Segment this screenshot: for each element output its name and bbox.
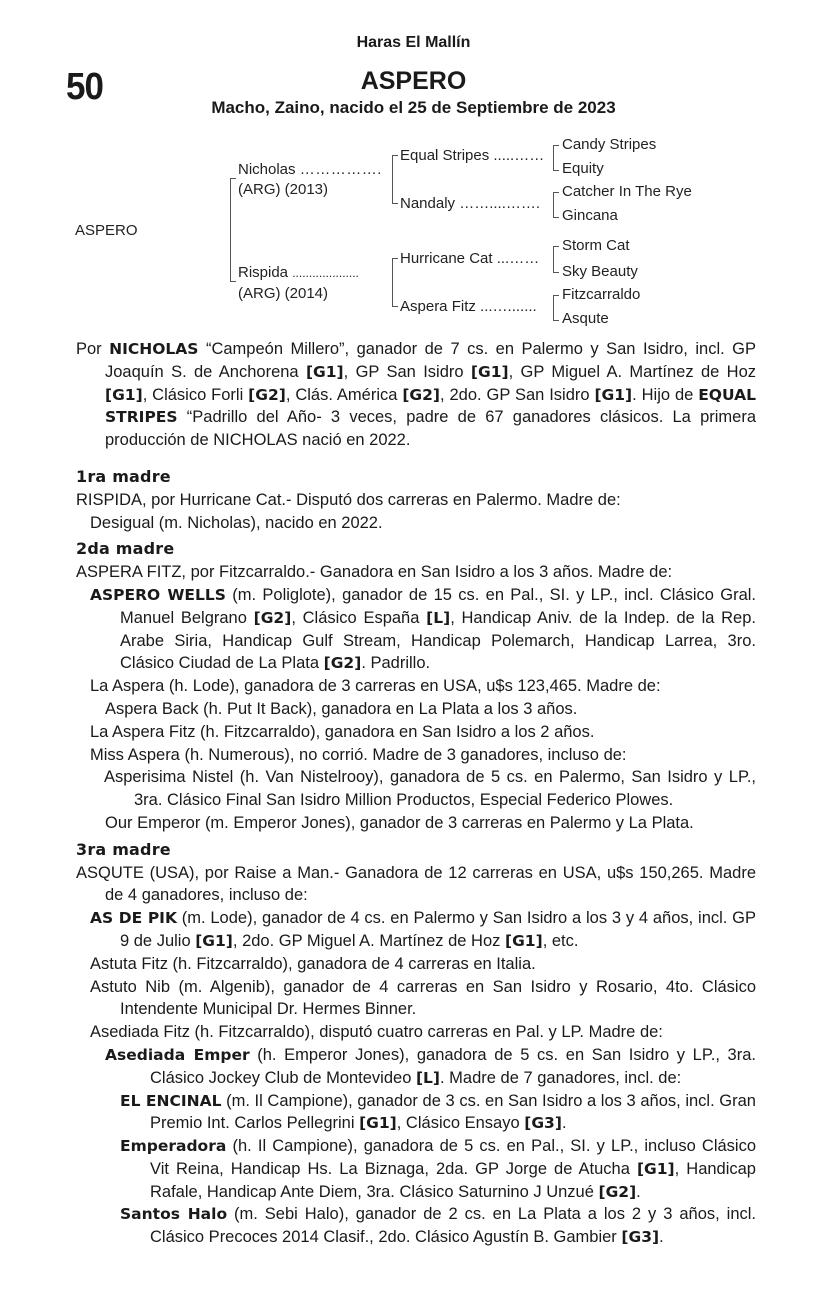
section-heading-second-dam: 2da madre bbox=[76, 539, 175, 559]
text-run: , etc. bbox=[542, 931, 579, 950]
produce-highlight: Asediada Emper bbox=[105, 1045, 250, 1064]
gen3-ancestor: Equity bbox=[562, 160, 604, 177]
text-run: , GP Miguel A. Martínez de Hoz bbox=[508, 362, 756, 381]
text-run: , Handicap Aniv. de la Indep. de la Rep. Arabe Siria, Handicap Gulf Stream, Handicap Polemarch, Handicap Larrea, 3ro. Clásico Ciudad de La Plata bbox=[120, 608, 756, 673]
first-dam-line: RISPIDA, por Hurricane Cat.- Disputó dos carreras en Palermo. Madre de: bbox=[76, 490, 621, 509]
text-run: , Clás. América bbox=[285, 385, 403, 404]
produce-entry bbox=[76, 1135, 756, 1203]
section-heading-first-dam: 1ra madre bbox=[76, 466, 171, 486]
lot-number: 50 bbox=[66, 66, 104, 108]
produce-entry: Asediada Fitz (h. Fitzcarraldo), disputó cuatro carreras en Pal. y LP. Madre de: bbox=[90, 1023, 663, 1042]
catalog-body bbox=[76, 338, 756, 1249]
text-run: . bbox=[561, 1114, 567, 1133]
produce-entry: Astuto Nib (m. Algenib), ganador de 4 carreras en San Isidro y Rosario, 4to. Clásico Intendente Municipal Dr. Hermes Binner. bbox=[90, 977, 756, 1019]
produce-entry bbox=[76, 1090, 756, 1136]
text-run: , GP San Isidro bbox=[343, 362, 471, 381]
text-run: “Padrillo del Año- 3 veces, padre de 67 ganadores clásicos. La primera producción de NICHOLAS nació en 2022. bbox=[105, 408, 756, 450]
grandsire-highlight: EQUAL STRIPES bbox=[105, 385, 756, 427]
bracket-line bbox=[553, 246, 559, 247]
bracket-line bbox=[553, 145, 559, 146]
text-run: , 2do. GP Miguel A. Martínez de Hoz bbox=[232, 931, 505, 950]
pedigree-sire-sire bbox=[400, 147, 544, 164]
grade-badge: [G3] bbox=[621, 1228, 660, 1247]
pedigree-dam bbox=[238, 264, 359, 281]
grade-badge: [L] bbox=[426, 608, 451, 627]
text-run: , Clásico Forli bbox=[142, 385, 249, 404]
grade-badge: [G1] bbox=[359, 1114, 397, 1133]
horse-name: ASPERO bbox=[360, 67, 467, 95]
text-run: (m. Il Campione), ganador de 3 cs. en San Isidro a los 3 años, incl. Gran Premio Int. Carlos Pellegrini bbox=[150, 1091, 756, 1133]
dam-sire-name: Hurricane Cat bbox=[400, 250, 493, 267]
bracket-line bbox=[392, 306, 398, 307]
produce-highlight: AS DE PIK bbox=[90, 909, 177, 928]
dam-origin: (ARG) (2014) bbox=[238, 285, 329, 302]
bracket-line bbox=[553, 272, 559, 273]
grade-badge: [G2] bbox=[598, 1182, 637, 1201]
pedigree-dam-sire bbox=[400, 250, 539, 267]
bracket-line bbox=[230, 178, 236, 179]
bracket-line bbox=[553, 192, 554, 218]
bracket-line bbox=[553, 192, 559, 193]
gen3-ancestor: Sky Beauty bbox=[562, 263, 638, 280]
grade-badge: [G2] bbox=[402, 385, 441, 404]
dam-name: Rispida bbox=[238, 264, 289, 281]
third-dam-line: ASQUTE (USA), por Raise a Man.- Ganadora de 12 carreras en USA, u$s 150,265. Madre de 4 ganadores, incluso de: bbox=[76, 863, 756, 905]
grade-badge: [G1] bbox=[105, 385, 143, 404]
dam-dam-name: Aspera Fitz bbox=[400, 298, 476, 315]
bracket-line bbox=[392, 258, 393, 307]
text-run: , Clásico España bbox=[291, 608, 427, 627]
text-run: . bbox=[659, 1228, 664, 1247]
sire-name: Nicholas bbox=[238, 161, 296, 178]
text-run: Por bbox=[76, 340, 102, 358]
gen3-ancestor: Gincana bbox=[562, 207, 618, 224]
text-run: (m. Poliglote), ganador de 15 cs. en Pal., SI. y LP., incl. Clásico Gral. Manuel Belgrano bbox=[120, 585, 757, 627]
bracket-line bbox=[553, 320, 559, 321]
grade-badge: [L] bbox=[415, 1068, 441, 1087]
dam-sire-dots: ...…… bbox=[496, 250, 540, 267]
grade-badge: [G1] bbox=[305, 362, 344, 381]
gen3-ancestor: Catcher In The Rye bbox=[562, 183, 692, 200]
pedigree-subject: ASPERO bbox=[75, 222, 138, 239]
pedigree-sire-dam bbox=[400, 195, 540, 212]
text-run: , Handicap Rafale, Handicap Ante Diem, 3ra. Clásico Saturnino J Unzué bbox=[150, 1159, 756, 1201]
text-run: . Hijo de bbox=[632, 385, 699, 404]
sire-sire-dots: .....…… bbox=[493, 147, 545, 164]
produce-highlight: Emperadora bbox=[120, 1137, 227, 1156]
bracket-line bbox=[553, 295, 559, 296]
gen3-ancestor: Candy Stripes bbox=[562, 136, 657, 153]
produce-entry: Miss Aspera (h. Numerous), no corrió. Madre de 3 ganadores, incluso de: bbox=[90, 745, 627, 764]
text-run: . Padrillo. bbox=[361, 654, 431, 673]
text-run: “Campeón Millero”, ganador de 7 cs. en Palermo y San Isidro, incl. GP Joaquín S. de Anchorena bbox=[105, 340, 757, 381]
grade-badge: [G2] bbox=[248, 385, 286, 404]
bracket-line bbox=[553, 145, 554, 171]
produce-highlight: EL ENCINAL bbox=[120, 1091, 222, 1110]
bracket-line bbox=[392, 258, 398, 259]
text-run: . bbox=[636, 1182, 641, 1201]
pedigree-dam-dam bbox=[400, 298, 537, 315]
horse-description: Macho, Zaino, nacido el 25 de Septiembre de 2023 bbox=[211, 98, 616, 117]
produce-entry bbox=[76, 584, 756, 675]
sire-dam-name: Nandaly bbox=[400, 195, 456, 212]
dam-dam-dots: ...…....... bbox=[480, 298, 537, 315]
produce-entry bbox=[76, 1203, 756, 1249]
gen3-ancestor: Storm Cat bbox=[562, 237, 630, 254]
produce-entry bbox=[76, 1044, 756, 1090]
produce-entry: Aspera Back (h. Put It Back), ganadora en La Plata a los 3 años. bbox=[105, 699, 578, 718]
bracket-line bbox=[553, 217, 559, 218]
sire-paragraph bbox=[76, 338, 756, 452]
text-run: (h. Emperor Jones), ganadora de 5 cs. en San Isidro y LP., 3ra. Clásico Jockey Club de Montevideo bbox=[150, 1045, 756, 1087]
produce-highlight: ASPERO WELLS bbox=[90, 585, 226, 604]
grade-badge: [G1] bbox=[594, 385, 633, 404]
grade-badge: [G2] bbox=[253, 608, 292, 627]
dam-dots: .................... bbox=[292, 266, 359, 280]
text-run: . Madre de 7 ganadores, incl. de: bbox=[440, 1068, 682, 1087]
produce-entry: Desigual (m. Nicholas), nacido en 2022. bbox=[90, 513, 383, 532]
grade-badge: [G1] bbox=[195, 931, 233, 950]
grade-badge: [G1] bbox=[505, 931, 543, 950]
produce-entry: Asperisima Nistel (h. Van Nistelrooy), ganadora de 5 cs. en Palermo, San Isidro y LP., 3ra. Clásico Final San Isidro Million Productos, Especial Federico Plowes. bbox=[104, 768, 756, 810]
sire-dam-dots: ……....……. bbox=[459, 195, 541, 212]
produce-entry: La Aspera Fitz (h. Fitzcarraldo), ganadora en San Isidro a los 2 años. bbox=[90, 722, 595, 741]
sire-highlight: NICHOLAS bbox=[109, 340, 199, 358]
bracket-line bbox=[392, 203, 398, 204]
produce-entry: La Aspera (h. Lode), ganadora de 3 carreras en USA, u$s 123,465. Madre de: bbox=[90, 677, 661, 696]
text-run: (h. Il Campione), ganadora de 5 cs. en Pal., SI. y LP., incluso Clásico Vit Reina, Handicap Hs. La Biznaga, 2da. GP Jorge de Atucha bbox=[150, 1137, 756, 1178]
farm-name: Haras El Mallín bbox=[356, 34, 471, 51]
text-run: (m. Sebi Halo), ganador de 2 cs. en La Plata a los 2 y 3 años, incl. Clásico Precoces 2014 Clasif., 2do. Clásico Agustín B. Gambier bbox=[150, 1205, 756, 1247]
bracket-line bbox=[553, 295, 554, 321]
bracket-line bbox=[230, 178, 231, 282]
gen3-ancestor: Fitzcarraldo bbox=[562, 286, 641, 303]
produce-entry: Astuta Fitz (h. Fitzcarraldo), ganadora de 4 carreras en Italia. bbox=[90, 954, 536, 973]
grade-badge: [G3] bbox=[524, 1114, 562, 1133]
text-run: , Clásico Ensayo bbox=[396, 1114, 525, 1133]
gen3-ancestor: Asqute bbox=[562, 310, 609, 327]
produce-entry bbox=[76, 907, 756, 953]
sire-dots: ……………. bbox=[299, 161, 382, 178]
bracket-line bbox=[553, 170, 559, 171]
bracket-line bbox=[392, 155, 398, 156]
second-dam-line: ASPERA FITZ, por Fitzcarraldo.- Ganadora en San Isidro a los 3 años. Madre de: bbox=[76, 563, 673, 582]
bracket-line bbox=[553, 246, 554, 273]
sire-sire-name: Equal Stripes bbox=[400, 147, 490, 164]
sire-origin: (ARG) (2013) bbox=[238, 181, 329, 198]
section-heading-third-dam: 3ra madre bbox=[76, 839, 171, 859]
grade-badge: [G1] bbox=[470, 362, 509, 381]
text-run: , 2do. GP San Isidro bbox=[440, 385, 595, 404]
produce-highlight: Santos Halo bbox=[120, 1205, 228, 1224]
grade-badge: [G2] bbox=[323, 654, 362, 673]
grade-badge: [G1] bbox=[636, 1159, 675, 1178]
pedigree-sire bbox=[238, 161, 382, 178]
bracket-line bbox=[230, 281, 236, 282]
bracket-line bbox=[392, 155, 393, 204]
text-run: (m. Lode), ganador de 4 cs. en Palermo y San Isidro a los 3 y 4 años, incl. GP 9 de Julio bbox=[120, 909, 756, 950]
produce-entry: Our Emperor (m. Emperor Jones), ganador de 3 carreras en Palermo y La Plata. bbox=[105, 813, 694, 832]
